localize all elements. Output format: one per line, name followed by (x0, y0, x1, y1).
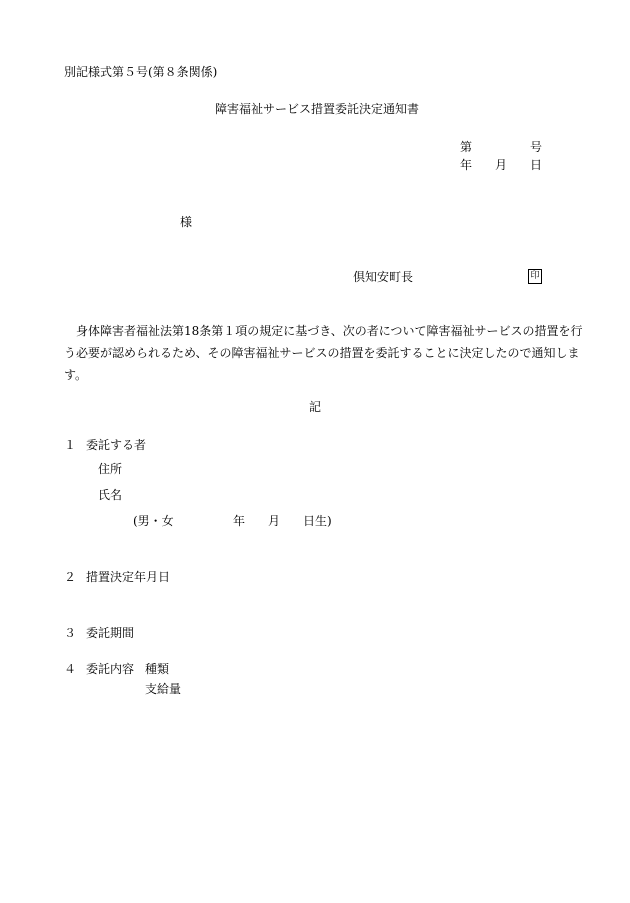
date-year: 年 (460, 158, 473, 172)
item-1-label: 委託する者 (86, 438, 147, 452)
ki-heading: 記 (309, 400, 322, 414)
item-2-label: 措置決定年月日 (86, 570, 171, 584)
addressee-suffix: 様 (180, 215, 193, 229)
item-4-label: 委託内容 (86, 662, 135, 676)
item-4-num: ４ (64, 662, 77, 676)
person-name-label: 氏名 (98, 488, 123, 502)
birth-month: 月 (268, 514, 281, 528)
seal-mark: 印 (528, 269, 542, 284)
birth-year: 年 (233, 514, 246, 528)
date-day: 日 (530, 158, 543, 172)
number-go: 号 (530, 140, 543, 154)
item-3-num: ３ (64, 626, 77, 640)
notice-body: 身体障害者福祉法第18条第１項の規定に基づき、次の者について障害福祉サービスの措置を行う必要が認められるため、その障害福祉サービスの措置を委託することに決定したので通知します。 (64, 324, 583, 382)
content-amount-label: 支給量 (145, 682, 182, 696)
person-gender: (男・女 (133, 514, 174, 528)
form-label: 別記様式第５号(第８条関係) (64, 65, 218, 79)
item-3-label: 委託期間 (86, 626, 135, 640)
date-month: 月 (495, 158, 508, 172)
item-2-num: ２ (64, 570, 77, 584)
birth-day: 日生) (303, 514, 332, 528)
content-type-label: 種類 (145, 662, 170, 676)
issuer: 倶知安町長 (353, 270, 414, 284)
document-title: 障害福祉サービス措置委託決定通知書 (215, 102, 420, 116)
number-dai: 第 (460, 140, 473, 154)
item-1-num: １ (64, 438, 77, 452)
person-address-label: 住所 (98, 462, 123, 476)
